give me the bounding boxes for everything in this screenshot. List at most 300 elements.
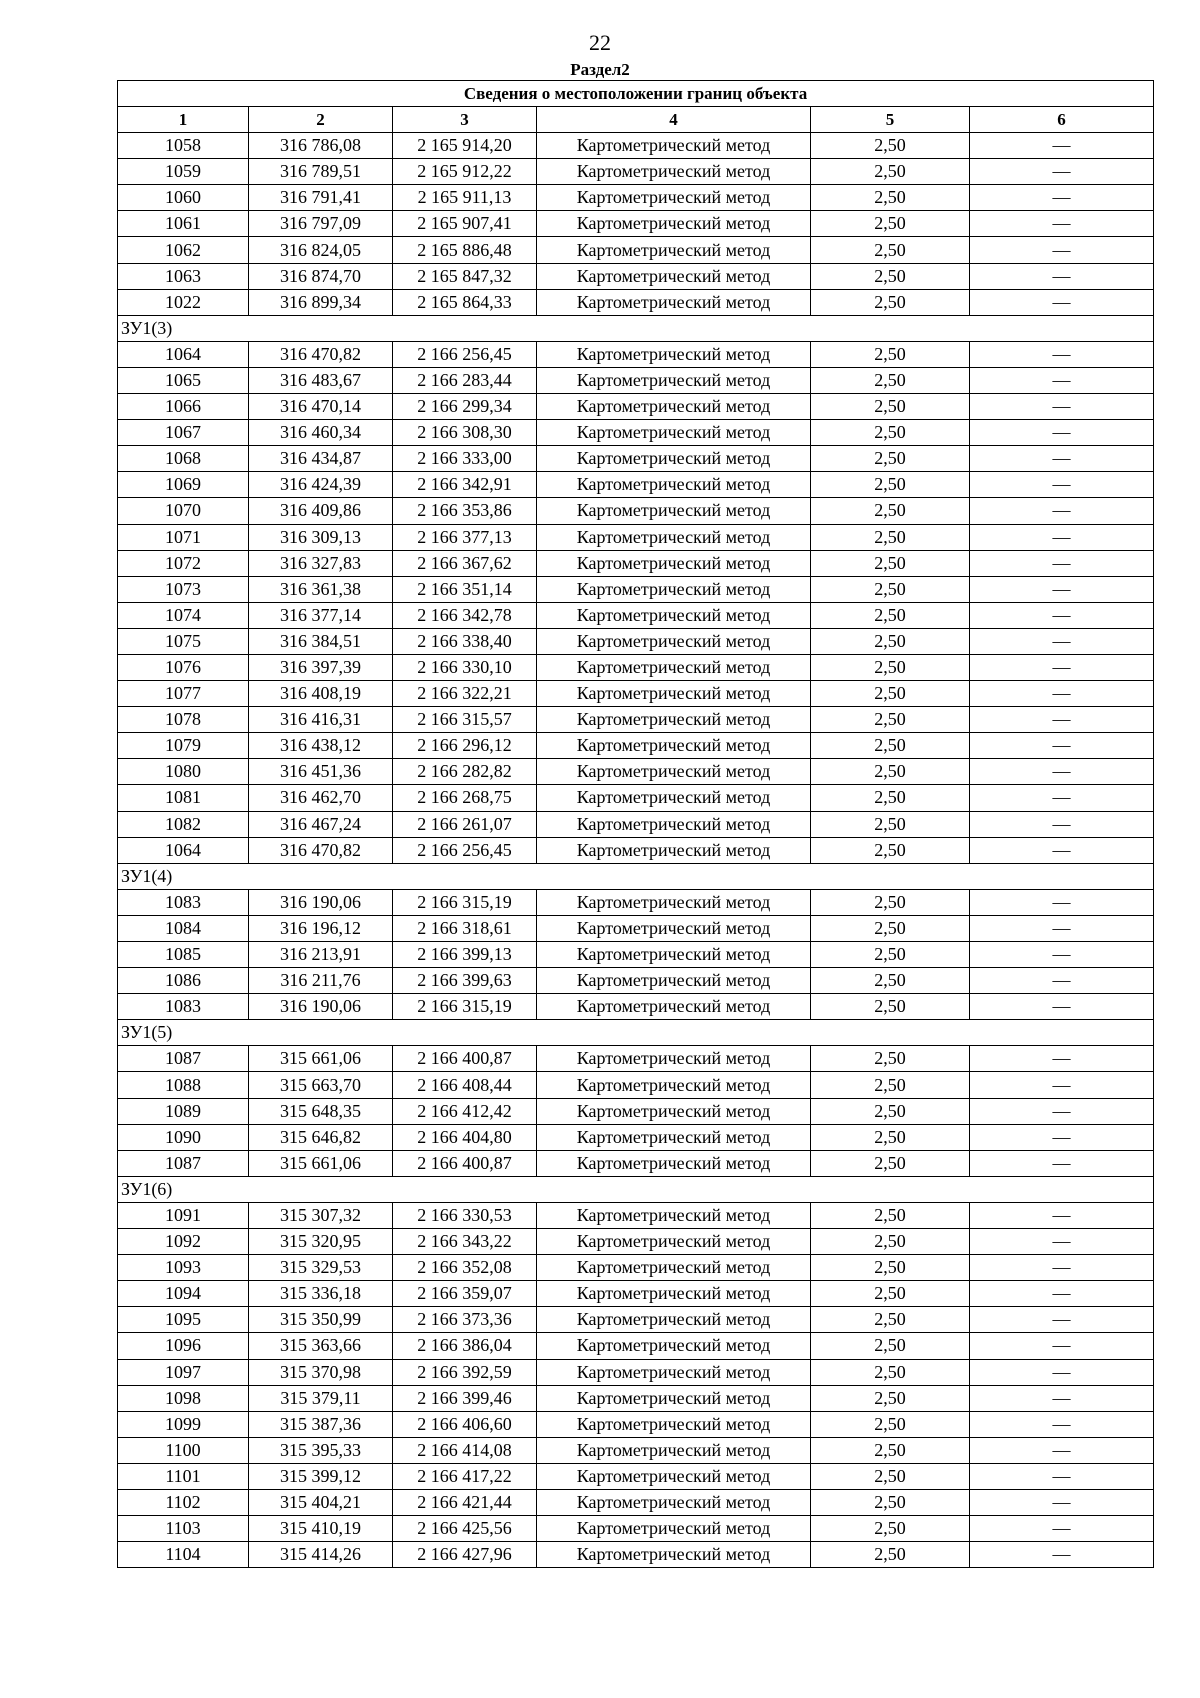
table-row — [118, 1411, 1154, 1437]
description-cell: — — [970, 1463, 1154, 1489]
table-row — [118, 263, 1154, 289]
coord-x-cell: 316 434,87 — [249, 446, 393, 472]
point-number-cell: 1060 — [118, 185, 249, 211]
coord-x-cell: 316 190,06 — [249, 889, 393, 915]
point-number-cell: 1097 — [118, 1359, 249, 1385]
point-number-cell: 1022 — [118, 289, 249, 315]
description-cell: — — [970, 837, 1154, 863]
coord-x-cell: 316 789,51 — [249, 159, 393, 185]
accuracy-cell: 2,50 — [811, 1307, 970, 1333]
coord-x-cell: 316 483,67 — [249, 367, 393, 393]
table-row — [118, 446, 1154, 472]
description-cell: — — [970, 159, 1154, 185]
description-cell: — — [970, 707, 1154, 733]
coord-y-cell: 2 166 283,44 — [393, 367, 537, 393]
point-number-cell: 1085 — [118, 942, 249, 968]
table-row — [118, 1046, 1154, 1072]
accuracy-cell: 2,50 — [811, 550, 970, 576]
coord-y-cell: 2 166 343,22 — [393, 1229, 537, 1255]
method-cell: Картометрический метод — [537, 524, 811, 550]
description-cell: — — [970, 994, 1154, 1020]
coord-y-cell: 2 166 333,00 — [393, 446, 537, 472]
accuracy-cell: 2,50 — [811, 889, 970, 915]
coord-x-cell: 315 379,11 — [249, 1385, 393, 1411]
description-cell: — — [970, 1255, 1154, 1281]
accuracy-cell: 2,50 — [811, 628, 970, 654]
point-number-cell: 1083 — [118, 889, 249, 915]
point-number-cell: 1079 — [118, 733, 249, 759]
method-cell: Картометрический метод — [537, 472, 811, 498]
point-number-cell: 1064 — [118, 341, 249, 367]
method-cell: Картометрический метод — [537, 1098, 811, 1124]
accuracy-cell: 2,50 — [811, 498, 970, 524]
coord-y-cell: 2 165 864,33 — [393, 289, 537, 315]
accuracy-cell: 2,50 — [811, 1333, 970, 1359]
method-cell: Картометрический метод — [537, 420, 811, 446]
accuracy-cell: 2,50 — [811, 837, 970, 863]
coord-y-cell: 2 166 261,07 — [393, 811, 537, 837]
coord-y-cell: 2 166 318,61 — [393, 915, 537, 941]
method-cell: Картометрический метод — [537, 1046, 811, 1072]
coord-y-cell: 2 166 399,13 — [393, 942, 537, 968]
description-cell: — — [970, 211, 1154, 237]
description-cell: — — [970, 367, 1154, 393]
table-row — [118, 367, 1154, 393]
coord-y-cell: 2 166 296,12 — [393, 733, 537, 759]
coord-y-cell: 2 166 414,08 — [393, 1437, 537, 1463]
coord-y-cell: 2 166 338,40 — [393, 628, 537, 654]
table-row — [118, 498, 1154, 524]
coord-x-cell: 316 470,82 — [249, 837, 393, 863]
coord-x-cell: 316 327,83 — [249, 550, 393, 576]
coord-y-cell: 2 165 907,41 — [393, 211, 537, 237]
accuracy-cell: 2,50 — [811, 994, 970, 1020]
accuracy-cell: 2,50 — [811, 1072, 970, 1098]
point-number-cell: 1099 — [118, 1411, 249, 1437]
coord-y-cell: 2 166 330,10 — [393, 654, 537, 680]
accuracy-cell: 2,50 — [811, 446, 970, 472]
description-cell: — — [970, 602, 1154, 628]
method-cell: Картометрический метод — [537, 1202, 811, 1228]
method-cell: Картометрический метод — [537, 237, 811, 263]
method-cell: Картометрический метод — [537, 654, 811, 680]
point-number-cell: 1064 — [118, 837, 249, 863]
coord-x-cell: 315 414,26 — [249, 1542, 393, 1568]
point-number-cell: 1089 — [118, 1098, 249, 1124]
coord-x-cell: 315 350,99 — [249, 1307, 393, 1333]
table-row — [118, 1542, 1154, 1568]
table-row — [118, 915, 1154, 941]
coord-x-cell: 316 397,39 — [249, 654, 393, 680]
method-cell: Картометрический метод — [537, 576, 811, 602]
table-row — [118, 1307, 1154, 1333]
accuracy-cell: 2,50 — [811, 654, 970, 680]
coord-x-cell: 316 470,82 — [249, 341, 393, 367]
method-cell: Картометрический метод — [537, 289, 811, 315]
description-cell: — — [970, 811, 1154, 837]
coord-y-cell: 2 166 315,57 — [393, 707, 537, 733]
description-cell: — — [970, 968, 1154, 994]
table-row — [118, 1333, 1154, 1359]
coord-x-cell: 316 196,12 — [249, 915, 393, 941]
method-cell: Картометрический метод — [537, 837, 811, 863]
table-row — [118, 707, 1154, 733]
description-cell: — — [970, 263, 1154, 289]
coord-x-cell: 316 384,51 — [249, 628, 393, 654]
point-number-cell: 1063 — [118, 263, 249, 289]
point-number-cell: 1098 — [118, 1385, 249, 1411]
accuracy-cell: 2,50 — [811, 1229, 970, 1255]
coord-x-cell: 315 646,82 — [249, 1124, 393, 1150]
coord-y-cell: 2 166 352,08 — [393, 1255, 537, 1281]
method-cell: Картометрический метод — [537, 1516, 811, 1542]
table-row — [118, 1229, 1154, 1255]
description-cell: — — [970, 1281, 1154, 1307]
accuracy-cell: 2,50 — [811, 733, 970, 759]
method-cell: Картометрический метод — [537, 968, 811, 994]
method-cell: Картометрический метод — [537, 446, 811, 472]
point-number-cell: 1100 — [118, 1437, 249, 1463]
group-label: ЗУ1(4) — [118, 863, 1154, 889]
table-row — [118, 550, 1154, 576]
coord-y-cell: 2 166 367,62 — [393, 550, 537, 576]
point-number-cell: 1091 — [118, 1202, 249, 1228]
description-cell: — — [970, 133, 1154, 159]
point-number-cell: 1084 — [118, 915, 249, 941]
description-cell: — — [970, 289, 1154, 315]
point-number-cell: 1096 — [118, 1333, 249, 1359]
description-cell: — — [970, 1150, 1154, 1176]
table-row — [118, 602, 1154, 628]
description-cell: — — [970, 1098, 1154, 1124]
description-cell: — — [970, 1124, 1154, 1150]
accuracy-cell: 2,50 — [811, 602, 970, 628]
description-cell: — — [970, 915, 1154, 941]
coord-y-cell: 2 166 359,07 — [393, 1281, 537, 1307]
coord-x-cell: 316 211,76 — [249, 968, 393, 994]
method-cell: Картометрический метод — [537, 733, 811, 759]
accuracy-cell: 2,50 — [811, 1437, 970, 1463]
accuracy-cell: 2,50 — [811, 159, 970, 185]
table-row — [118, 942, 1154, 968]
point-number-cell: 1069 — [118, 472, 249, 498]
method-cell: Картометрический метод — [537, 550, 811, 576]
method-cell: Картометрический метод — [537, 811, 811, 837]
coord-y-cell: 2 166 342,91 — [393, 472, 537, 498]
description-cell: — — [970, 1229, 1154, 1255]
column-number-row — [118, 107, 1154, 133]
method-cell: Картометрический метод — [537, 1542, 811, 1568]
method-cell: Картометрический метод — [537, 785, 811, 811]
point-number-cell: 1077 — [118, 681, 249, 707]
method-cell: Картометрический метод — [537, 915, 811, 941]
coord-y-cell: 2 166 400,87 — [393, 1046, 537, 1072]
point-number-cell: 1086 — [118, 968, 249, 994]
description-cell: — — [970, 1516, 1154, 1542]
coord-y-cell: 2 166 282,82 — [393, 759, 537, 785]
coord-x-cell: 316 424,39 — [249, 472, 393, 498]
table-row — [118, 576, 1154, 602]
coord-y-cell: 2 165 911,13 — [393, 185, 537, 211]
table-row — [118, 237, 1154, 263]
accuracy-cell: 2,50 — [811, 367, 970, 393]
table-row — [118, 1255, 1154, 1281]
table-row — [118, 1516, 1154, 1542]
coord-x-cell: 316 791,41 — [249, 185, 393, 211]
description-cell: — — [970, 524, 1154, 550]
description-cell: — — [970, 341, 1154, 367]
description-cell: — — [970, 1542, 1154, 1568]
point-number-cell: 1093 — [118, 1255, 249, 1281]
accuracy-cell: 2,50 — [811, 263, 970, 289]
method-cell: Картометрический метод — [537, 628, 811, 654]
group-label: ЗУ1(6) — [118, 1176, 1154, 1202]
point-number-cell: 1081 — [118, 785, 249, 811]
point-number-cell: 1075 — [118, 628, 249, 654]
accuracy-cell: 2,50 — [811, 759, 970, 785]
coord-y-cell: 2 166 342,78 — [393, 602, 537, 628]
page-number: 22 — [589, 30, 611, 55]
method-cell: Картометрический метод — [537, 1281, 811, 1307]
coord-x-cell: 315 329,53 — [249, 1255, 393, 1281]
table-row — [118, 185, 1154, 211]
coord-y-cell: 2 166 315,19 — [393, 994, 537, 1020]
accuracy-cell: 2,50 — [811, 1046, 970, 1072]
description-cell: — — [970, 550, 1154, 576]
point-number-cell: 1072 — [118, 550, 249, 576]
table-caption-row — [118, 81, 1154, 107]
accuracy-cell: 2,50 — [811, 1385, 970, 1411]
table-row — [118, 681, 1154, 707]
coord-x-cell: 315 661,06 — [249, 1046, 393, 1072]
coord-y-cell: 2 166 351,14 — [393, 576, 537, 602]
accuracy-cell: 2,50 — [811, 1489, 970, 1515]
table-row — [118, 837, 1154, 863]
group-label: ЗУ1(3) — [118, 315, 1154, 341]
point-number-cell: 1101 — [118, 1463, 249, 1489]
table-row — [118, 654, 1154, 680]
point-number-cell: 1062 — [118, 237, 249, 263]
coord-x-cell: 315 387,36 — [249, 1411, 393, 1437]
point-number-cell: 1087 — [118, 1046, 249, 1072]
point-number-cell: 1076 — [118, 654, 249, 680]
coord-y-cell: 2 166 399,46 — [393, 1385, 537, 1411]
accuracy-cell: 2,50 — [811, 341, 970, 367]
column-number-2: 2 — [249, 107, 393, 133]
group-header-row — [118, 1176, 1154, 1202]
coord-y-cell: 2 166 400,87 — [393, 1150, 537, 1176]
method-cell: Картометрический метод — [537, 133, 811, 159]
accuracy-cell: 2,50 — [811, 1516, 970, 1542]
description-cell: — — [970, 420, 1154, 446]
description-cell: — — [970, 1359, 1154, 1385]
coord-x-cell: 316 377,14 — [249, 602, 393, 628]
point-number-cell: 1103 — [118, 1516, 249, 1542]
coord-x-cell: 315 648,35 — [249, 1098, 393, 1124]
table-row — [118, 1124, 1154, 1150]
table-row — [118, 211, 1154, 237]
description-cell: — — [970, 576, 1154, 602]
method-cell: Картометрический метод — [537, 681, 811, 707]
coord-x-cell: 316 899,34 — [249, 289, 393, 315]
method-cell: Картометрический метод — [537, 1307, 811, 1333]
coord-y-cell: 2 165 912,22 — [393, 159, 537, 185]
table-row — [118, 1385, 1154, 1411]
point-number-cell: 1082 — [118, 811, 249, 837]
description-cell: — — [970, 654, 1154, 680]
coord-x-cell: 316 797,09 — [249, 211, 393, 237]
point-number-cell: 1094 — [118, 1281, 249, 1307]
point-number-cell: 1071 — [118, 524, 249, 550]
table-row — [118, 1281, 1154, 1307]
description-cell: — — [970, 681, 1154, 707]
point-number-cell: 1061 — [118, 211, 249, 237]
table-row — [118, 289, 1154, 315]
table-row — [118, 420, 1154, 446]
table-row — [118, 524, 1154, 550]
point-number-cell: 1068 — [118, 446, 249, 472]
accuracy-cell: 2,50 — [811, 1281, 970, 1307]
coord-x-cell: 316 213,91 — [249, 942, 393, 968]
method-cell: Картометрический метод — [537, 498, 811, 524]
coord-y-cell: 2 166 412,42 — [393, 1098, 537, 1124]
coord-x-cell: 315 320,95 — [249, 1229, 393, 1255]
point-number-cell: 1065 — [118, 367, 249, 393]
table-row — [118, 133, 1154, 159]
coord-x-cell: 316 786,08 — [249, 133, 393, 159]
point-number-cell: 1080 — [118, 759, 249, 785]
description-cell: — — [970, 942, 1154, 968]
boundary-coordinates-table — [117, 80, 1154, 1568]
section-title: Раздел2 — [570, 60, 630, 79]
accuracy-cell: 2,50 — [811, 1359, 970, 1385]
point-number-cell: 1074 — [118, 602, 249, 628]
point-number-cell: 1066 — [118, 394, 249, 420]
coord-y-cell: 2 166 408,44 — [393, 1072, 537, 1098]
description-cell: — — [970, 759, 1154, 785]
column-number-3: 3 — [393, 107, 537, 133]
method-cell: Картометрический метод — [537, 994, 811, 1020]
point-number-cell: 1073 — [118, 576, 249, 602]
coord-x-cell: 316 190,06 — [249, 994, 393, 1020]
point-number-cell: 1092 — [118, 1229, 249, 1255]
accuracy-cell: 2,50 — [811, 1150, 970, 1176]
method-cell: Картометрический метод — [537, 889, 811, 915]
accuracy-cell: 2,50 — [811, 576, 970, 602]
description-cell: — — [970, 889, 1154, 915]
table-row — [118, 1437, 1154, 1463]
coord-y-cell: 2 166 417,22 — [393, 1463, 537, 1489]
method-cell: Картометрический метод — [537, 367, 811, 393]
table-row — [118, 994, 1154, 1020]
accuracy-cell: 2,50 — [811, 915, 970, 941]
description-cell: — — [970, 185, 1154, 211]
coord-y-cell: 2 166 427,96 — [393, 1542, 537, 1568]
group-header-row — [118, 315, 1154, 341]
description-cell: — — [970, 498, 1154, 524]
coord-x-cell: 315 370,98 — [249, 1359, 393, 1385]
description-cell: — — [970, 1202, 1154, 1228]
point-number-cell: 1102 — [118, 1489, 249, 1515]
table-row — [118, 1098, 1154, 1124]
description-cell: — — [970, 1411, 1154, 1437]
coord-y-cell: 2 166 256,45 — [393, 837, 537, 863]
accuracy-cell: 2,50 — [811, 289, 970, 315]
method-cell: Картометрический метод — [537, 394, 811, 420]
coord-y-cell: 2 165 914,20 — [393, 133, 537, 159]
description-cell: — — [970, 394, 1154, 420]
table-row — [118, 1202, 1154, 1228]
accuracy-cell: 2,50 — [811, 1411, 970, 1437]
description-cell: — — [970, 1333, 1154, 1359]
method-cell: Картометрический метод — [537, 341, 811, 367]
description-cell: — — [970, 446, 1154, 472]
coord-x-cell: 316 874,70 — [249, 263, 393, 289]
table-row — [118, 811, 1154, 837]
point-number-cell: 1078 — [118, 707, 249, 733]
table-row — [118, 759, 1154, 785]
method-cell: Картометрический метод — [537, 1150, 811, 1176]
accuracy-cell: 2,50 — [811, 785, 970, 811]
table-caption: Сведения о местоположении границ объекта — [118, 81, 1154, 107]
accuracy-cell: 2,50 — [811, 237, 970, 263]
description-cell: — — [970, 733, 1154, 759]
accuracy-cell: 2,50 — [811, 942, 970, 968]
table-row — [118, 394, 1154, 420]
point-number-cell: 1087 — [118, 1150, 249, 1176]
point-number-cell: 1083 — [118, 994, 249, 1020]
group-label: ЗУ1(5) — [118, 1020, 1154, 1046]
method-cell: Картометрический метод — [537, 159, 811, 185]
coord-y-cell: 2 166 373,36 — [393, 1307, 537, 1333]
coord-y-cell: 2 166 256,45 — [393, 341, 537, 367]
point-number-cell: 1090 — [118, 1124, 249, 1150]
method-cell: Картометрический метод — [537, 1489, 811, 1515]
method-cell: Картометрический метод — [537, 1333, 811, 1359]
table-row — [118, 733, 1154, 759]
table-row — [118, 889, 1154, 915]
accuracy-cell: 2,50 — [811, 472, 970, 498]
method-cell: Картометрический метод — [537, 1229, 811, 1255]
description-cell: — — [970, 1072, 1154, 1098]
accuracy-cell: 2,50 — [811, 1542, 970, 1568]
method-cell: Картометрический метод — [537, 1463, 811, 1489]
coord-y-cell: 2 165 886,48 — [393, 237, 537, 263]
coord-y-cell: 2 166 386,04 — [393, 1333, 537, 1359]
coord-x-cell: 316 416,31 — [249, 707, 393, 733]
point-number-cell: 1088 — [118, 1072, 249, 1098]
column-number-4: 4 — [537, 107, 811, 133]
table-row — [118, 785, 1154, 811]
coord-x-cell: 316 824,05 — [249, 237, 393, 263]
coord-x-cell: 316 467,24 — [249, 811, 393, 837]
accuracy-cell: 2,50 — [811, 707, 970, 733]
description-cell: — — [970, 1046, 1154, 1072]
method-cell: Картометрический метод — [537, 759, 811, 785]
coord-x-cell: 316 470,14 — [249, 394, 393, 420]
coord-y-cell: 2 166 299,34 — [393, 394, 537, 420]
method-cell: Картометрический метод — [537, 1359, 811, 1385]
coord-x-cell: 316 409,86 — [249, 498, 393, 524]
coord-x-cell: 316 408,19 — [249, 681, 393, 707]
coord-x-cell: 316 451,36 — [249, 759, 393, 785]
accuracy-cell: 2,50 — [811, 1202, 970, 1228]
coord-x-cell: 315 663,70 — [249, 1072, 393, 1098]
coord-y-cell: 2 166 353,86 — [393, 498, 537, 524]
method-cell: Картометрический метод — [537, 1437, 811, 1463]
table-row — [118, 341, 1154, 367]
method-cell: Картометрический метод — [537, 942, 811, 968]
